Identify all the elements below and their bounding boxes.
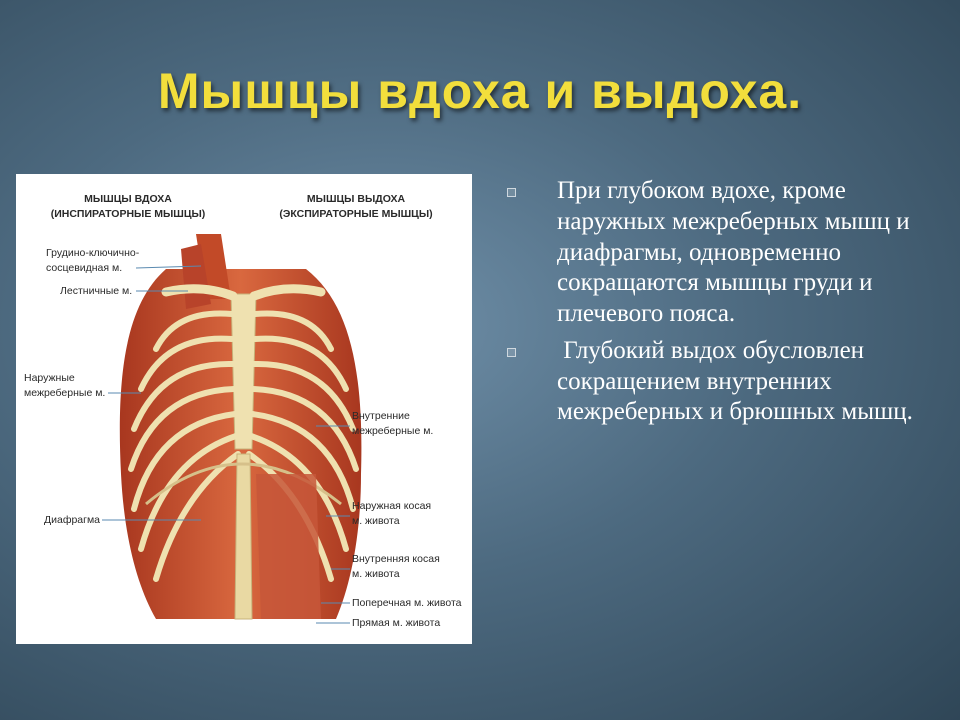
header-inspiratory-sub: (ИНСПИРАТОРНЫЕ МЫШЦЫ) [50, 208, 206, 220]
label-scm-2: сосцевидная м. [46, 262, 123, 274]
label-ext-oblique-1: Наружная косая [352, 500, 432, 512]
bullet-marker-icon [507, 348, 516, 357]
anatomy-illustration [16, 174, 472, 644]
label-internal-ic-2: межреберные м. [352, 425, 434, 437]
header-expiratory-sub: (ЭКСПИРАТОРНЫЕ МЫШЦЫ) [279, 208, 433, 220]
rectus-muscle [256, 474, 321, 619]
label-ext-oblique-2: м. живота [352, 515, 400, 527]
spine [235, 454, 252, 619]
label-rectus: Прямая м. живота [352, 617, 441, 629]
label-int-oblique-1: Внутренняя косая [352, 553, 440, 565]
header-expiratory: МЫШЦЫ ВЫДОХА [306, 193, 406, 205]
label-scm-1: Грудино-ключично- [46, 247, 140, 259]
bullet-item [505, 336, 935, 428]
bullet-text: Глубокий выдох обусловлен сокращением внутренних межреберных и брюшных мышц. [557, 336, 913, 426]
bullet-item [505, 176, 935, 330]
label-transverse: Поперечная м. живота [352, 597, 462, 609]
label-external-ic-1: Наружные [24, 372, 75, 384]
ribcage-drawing [16, 174, 472, 644]
header-inspiratory: МЫШЦЫ ВДОХА [84, 193, 172, 205]
label-internal-ic-1: Внутренние [352, 410, 410, 422]
label-scalene: Лестничные м. [60, 285, 133, 297]
bullet-marker-icon [507, 188, 516, 197]
bullet-text: При глубоком вдохе, кроме наружных межреберных мышц и диафрагмы, одновременно сокращаются мышцы груди и плечевого пояса. [557, 177, 910, 327]
label-diaphragm: Диафрагма [44, 514, 101, 526]
label-external-ic-2: межреберные м. [24, 387, 106, 399]
label-int-oblique-2: м. живота [352, 568, 400, 580]
slide-title: Мышцы вдоха и выдоха. [157, 63, 803, 119]
sternum [231, 294, 256, 449]
bullet-list [505, 176, 935, 434]
